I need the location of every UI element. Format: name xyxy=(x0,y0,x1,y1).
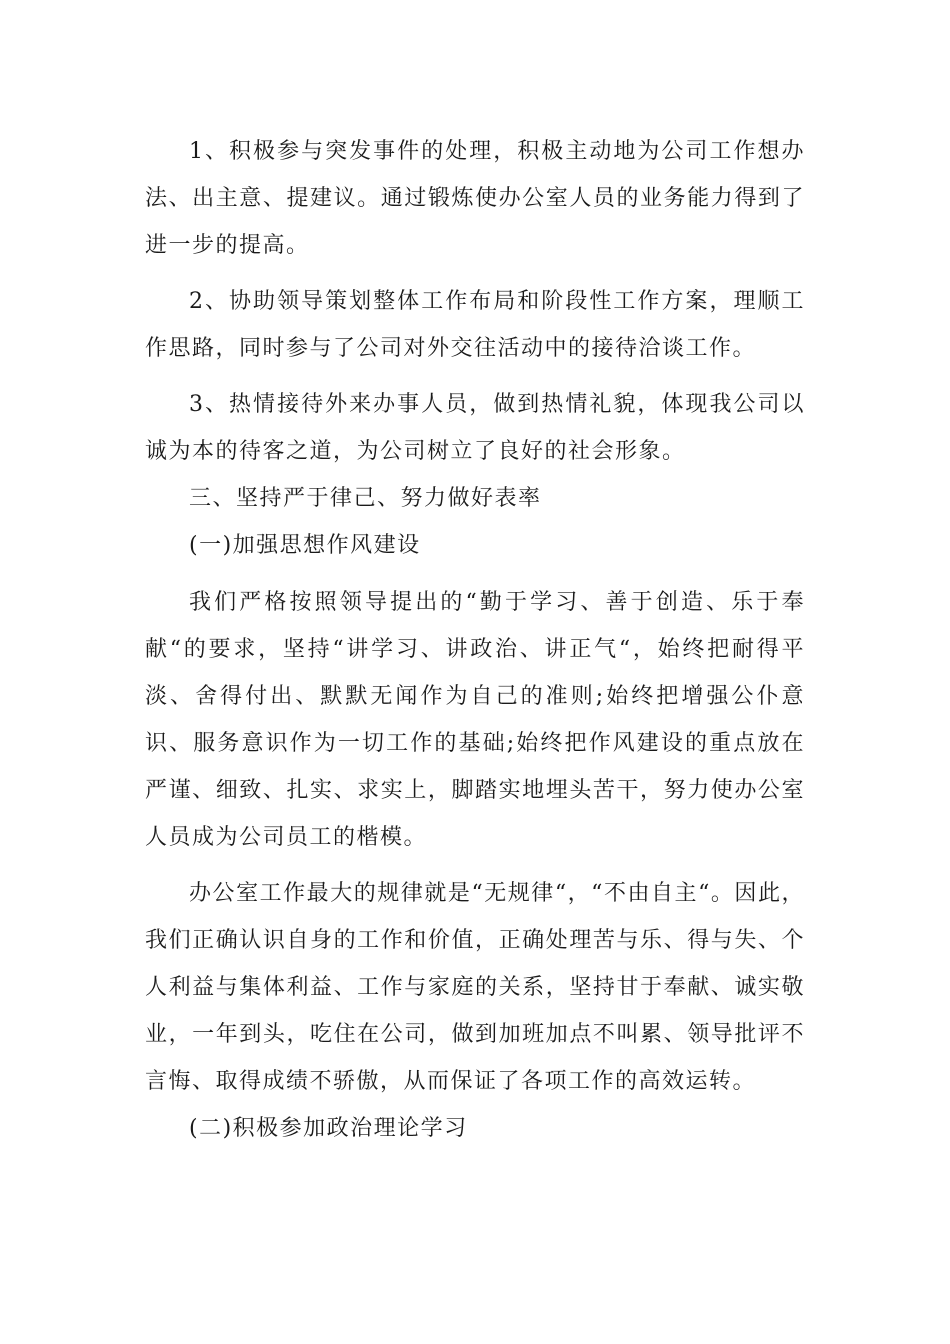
paragraph-emergency-handling: 1、积极参与突发事件的处理，积极主动地为公司工作想办法、出主意、提建议。通过锻炼使办公室人员的业务能力得到了进一步的提高。 xyxy=(145,139,805,258)
paragraph-assist-leadership: 2、协助领导策划整体工作布局和阶段性工作方案，理顺工作思路，同时参与了公司对外交往活动中的接待洽谈工作。 xyxy=(145,289,805,361)
document-body xyxy=(145,128,805,1152)
section-heading-3: 三、坚持严于律己、努力做好表率 xyxy=(189,486,542,511)
subsection-heading-1: (一)加强思想作风建设 xyxy=(189,533,421,558)
paragraph-work-style: 我们严格按照领导提出的“勤于学习、善于创造、乐于奉献“的要求，坚持“讲学习、讲政治、讲正气“，始终把耐得平淡、舍得付出、默默无闻作为自己的准则;始终把增强公仆意识、服务意识作为一切工作的基础;始终把作风建设的重点放在严谨、细致、扎实、求实上，脚踏实地埋头苦干，努力使办公室人员成为公司员工的楷模。 xyxy=(145,590,805,850)
subsection-heading-2: (二)积极参加政治理论学习 xyxy=(189,1116,468,1141)
paragraph-reception: 3、热情接待外来办事人员，做到热情礼貌，体现我公司以诚为本的待客之道，为公司树立了良好的社会形象。 xyxy=(145,392,805,464)
paragraph-office-work: 办公室工作最大的规律就是“无规律“，“不由自主“。因此，我们正确认识自身的工作和价值，正确处理苦与乐、得与失、个人利益与集体利益、工作与家庭的关系，坚持甘于奉献、诚实敬业，一年到头，吃住在公司，做到加班加点不叫累、领导批评不言悔、取得成绩不骄傲，从而保证了各项工作的高效运转。 xyxy=(145,881,805,1094)
